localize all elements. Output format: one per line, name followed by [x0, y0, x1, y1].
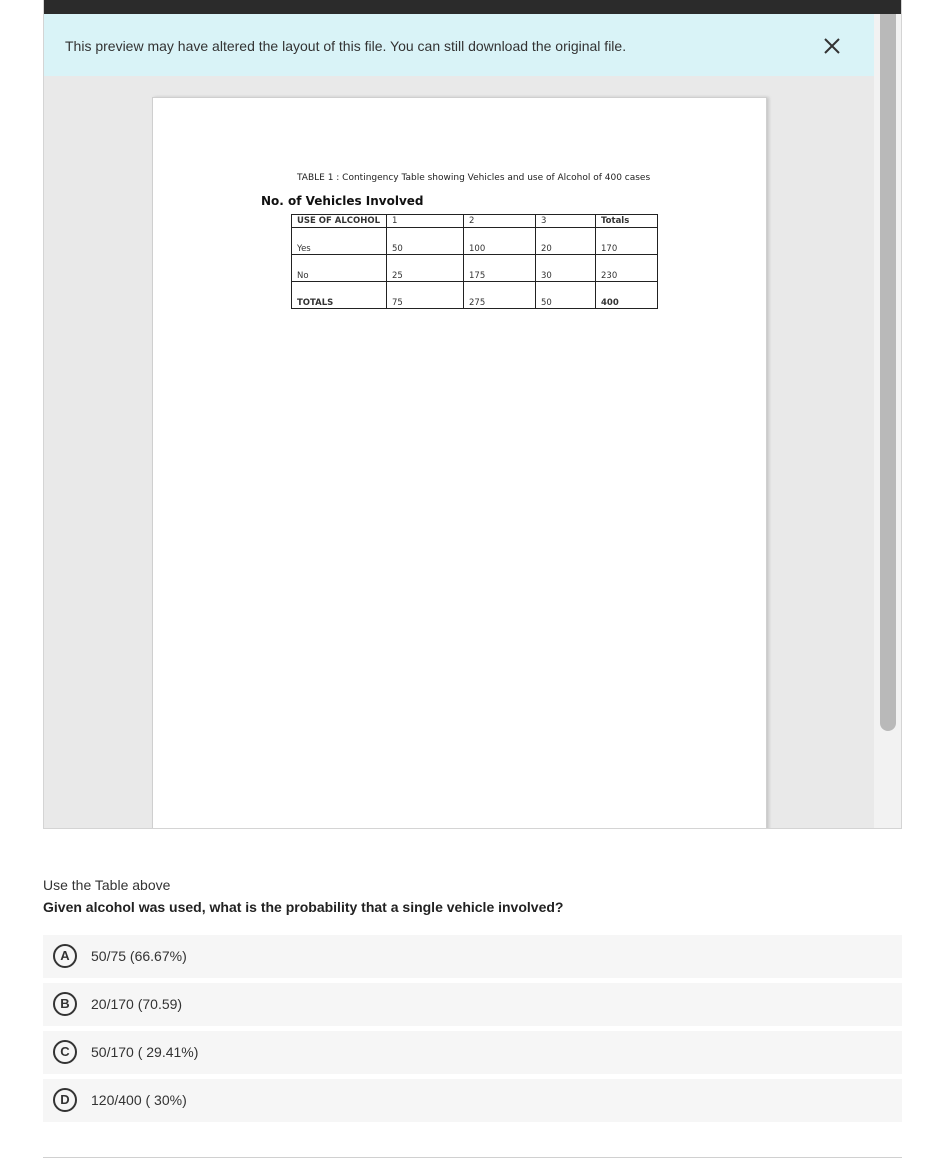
preview-notice-banner [44, 14, 874, 76]
option-text: 50/75 (66.67%) [91, 948, 187, 964]
table-cell: No [292, 255, 387, 282]
table-header-cell: 1 [387, 215, 464, 228]
table-cell: Yes [292, 228, 387, 255]
table-cell: 50 [536, 282, 596, 309]
scrollbar-thumb[interactable] [880, 14, 896, 731]
table-cell: 170 [596, 228, 658, 255]
question-text: Given alcohol was used, what is the probability that a single vehicle involved? [43, 899, 564, 915]
table-heading: No. of Vehicles Involved [261, 194, 424, 208]
table-cell: 400 [596, 282, 658, 309]
option-text: 20/170 (70.59) [91, 996, 183, 1012]
table-cell: 230 [596, 255, 658, 282]
table-header-cell: 3 [536, 215, 596, 228]
close-icon[interactable] [820, 34, 844, 58]
table-cell: 30 [536, 255, 596, 282]
option-text: 120/400 ( 30%) [91, 1092, 187, 1108]
answer-option-a[interactable] [43, 935, 902, 978]
table-cell: 75 [387, 282, 464, 309]
answer-option-d[interactable] [43, 1079, 902, 1122]
answer-option-b[interactable] [43, 983, 902, 1026]
table-row [292, 228, 658, 255]
option-letter-badge: A [53, 944, 77, 968]
option-letter-badge: B [53, 992, 77, 1016]
question-intro: Use the Table above [43, 877, 171, 893]
table-header-cell: 2 [464, 215, 536, 228]
table-cell: 50 [387, 228, 464, 255]
table-cell: TOTALS [292, 282, 387, 309]
table-row [292, 255, 658, 282]
file-preview-viewer [43, 0, 902, 829]
table-cell: 175 [464, 255, 536, 282]
answer-option-c[interactable] [43, 1031, 902, 1074]
table-caption: TABLE 1 : Contingency Table showing Vehicles and use of Alcohol of 400 cases [297, 173, 651, 183]
preview-notice-text: This preview may have altered the layout of this file. You can still download the original file. [65, 38, 627, 54]
option-text: 50/170 ( 29.41%) [91, 1044, 199, 1060]
preview-toolbar [44, 0, 902, 14]
document-page [152, 97, 767, 829]
table-header-cell: USE OF ALCOHOL [292, 215, 387, 228]
table-header-cell: Totals [596, 215, 658, 228]
contingency-table [291, 214, 658, 309]
table-row [292, 282, 658, 309]
option-letter-badge: C [53, 1040, 77, 1064]
table-cell: 100 [464, 228, 536, 255]
table-cell: 275 [464, 282, 536, 309]
option-letter-badge: D [53, 1088, 77, 1112]
table-cell: 25 [387, 255, 464, 282]
divider [43, 1157, 902, 1158]
table-cell: 20 [536, 228, 596, 255]
table-header-row [292, 215, 658, 228]
